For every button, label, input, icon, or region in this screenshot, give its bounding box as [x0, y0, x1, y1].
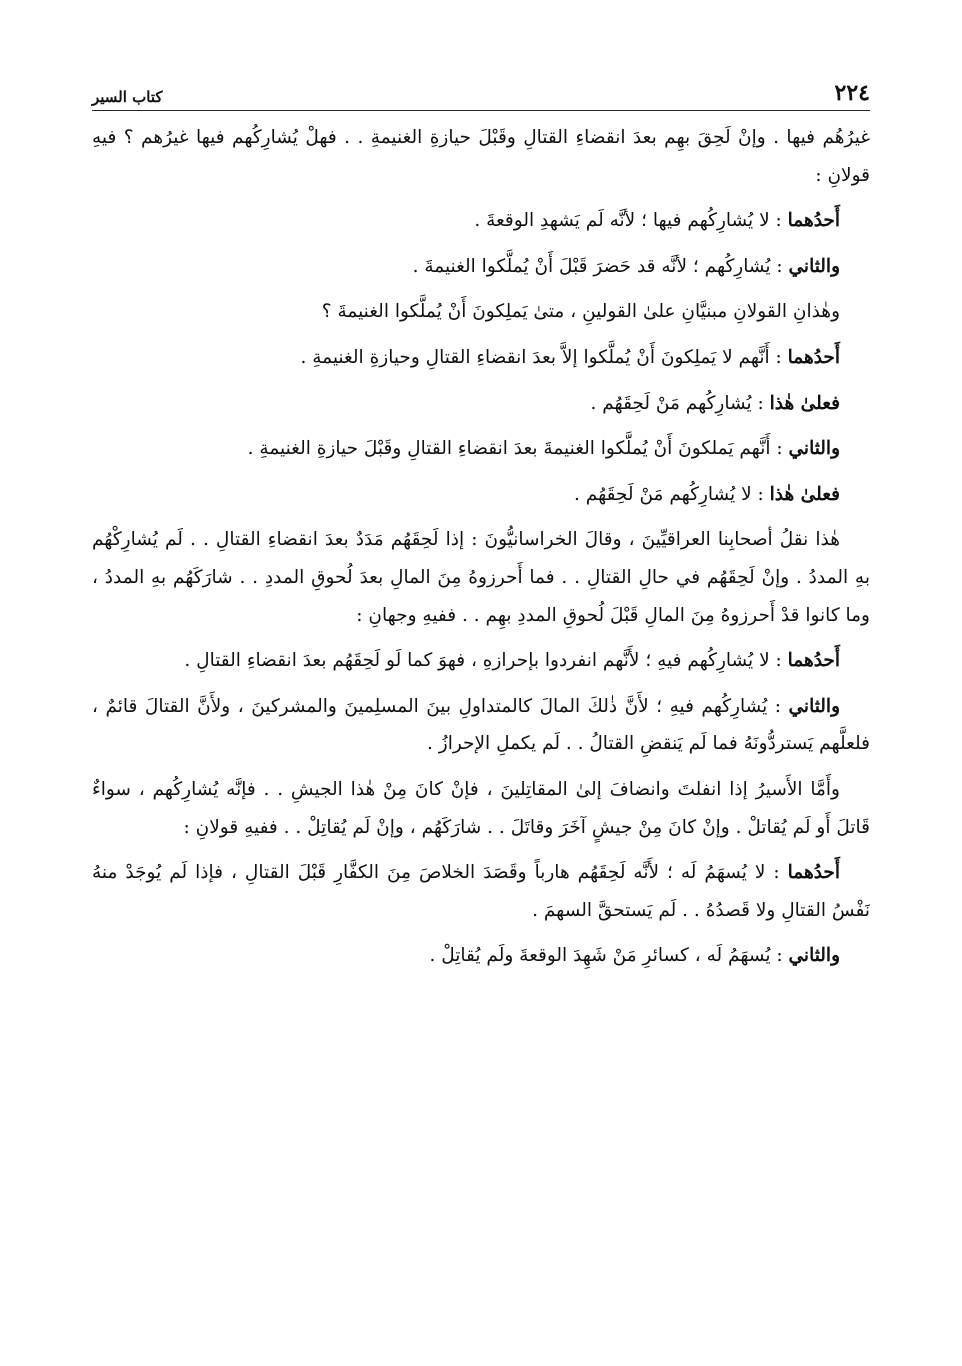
paragraph-lead: فعلىٰ هٰذا [769, 483, 840, 505]
paragraph-lead: أَحدُهما [787, 862, 840, 884]
paragraph-text: : يُشارِكُهم مَنْ لَحِقَهُم . [590, 392, 770, 414]
paragraph-text: : أَنَّهم يَملكونَ أَنْ يُملَّكوا الغنيمةَ بعدَ انقضاءِ القتالِ وقَبْلَ حيازةِ الغنيمةِ . [247, 438, 789, 460]
book-title: كتاب السير [92, 88, 163, 106]
book-page [92, 76, 870, 975]
paragraph-text: : أَنَّهم لا يَملِكونَ أَنْ يُملَّكوا إلاَّ بعدَ انقضاءِ القتالِ وحيازةِ الغنيمةِ . [300, 346, 788, 368]
paragraph [92, 771, 870, 846]
paragraph [92, 339, 870, 377]
paragraph [92, 248, 870, 286]
paragraph [92, 854, 870, 929]
paragraph-text: وهٰذانِ القولانِ مبنيَّانِ علىٰ القولينِ ، متىٰ يَملِكونَ أَنْ يُملَّكوا الغنيمةَ ؟ [321, 301, 840, 323]
paragraph-text: : لا يُشارِكُهم فيها ؛ لأنَّه لَم يَشهدِ الوقعةَ . [474, 210, 788, 232]
paragraph [92, 202, 870, 240]
paragraph [92, 476, 870, 514]
running-head [92, 76, 870, 111]
paragraph [92, 430, 870, 468]
paragraph [92, 688, 870, 763]
paragraph-text: : لا يُسهَمُ لَه ؛ لأَنَّه لَحِقَهُم هارباً وقَصَدَ الخلاصَ مِنَ الكفَّارِ قَبْلَ القتالِ ، فإذا لَم يُوجَدْ منهُ نَفْسُ القتالِ ولا قَصدُهُ . . لَم يَستحقَّ السهمَ . [92, 862, 870, 921]
paragraph [92, 293, 870, 331]
paragraph [92, 521, 870, 634]
paragraph-text: غيرُهُم فيها . وإنْ لَحِقَ بهِم بعدَ انقضاءِ القتالِ وقَبْلَ حيازةِ الغنيمةِ . . فهلْ يُشارِكُهم فيها غيرُهم ؟ فيهِ قولانِ : [92, 127, 870, 186]
paragraph-text: : يُسهَمُ لَه ، كسائرِ مَنْ شَهِدَ الوقعةَ ولَم يُقاتِلْ . [429, 945, 789, 967]
paragraph-lead: أَحدُهما [787, 650, 840, 672]
paragraph-lead: والثاني [788, 438, 840, 460]
paragraph-lead: أَحدُهما [787, 346, 840, 368]
paragraph-lead: والثاني [788, 945, 840, 967]
paragraph-lead: فعلىٰ هٰذا [769, 392, 840, 414]
paragraph-text: : لا يُشارِكُهم فيهِ ؛ لأَنَّهم انفردوا بإحرازهِ ، فهوَ كما لَو لَحِقَهُم بعدَ انقضاءِ القتالِ . [184, 650, 788, 672]
paragraph-text: وأَمَّا الأَسيرُ إذا انفلتَ وانضافَ إلىٰ المقاتِلينَ ، فإنْ كانَ مِنْ هٰذا الجيشِ . . فإنَّه يُشارِكُهم ، سواءٌ قَاتلَ أَو لَم يُقاتلْ . وإنْ كانَ مِنْ جيشٍ آخَرَ وقاتَلَ . . شارَكَهُم ، وإنْ لَم يُقاتِلْ . . ففيهِ قولانِ : [92, 778, 870, 838]
paragraph-text: : لا يُشارِكُهم مَنْ لَحِقَهُم . [574, 483, 770, 505]
paragraph [92, 937, 870, 975]
paragraph [92, 642, 870, 680]
paragraph-lead: والثاني [788, 695, 840, 717]
paragraph [92, 119, 870, 194]
paragraph-lead: أَحدُهما [787, 210, 840, 232]
paragraph-text: : يُشارِكُهم فيهِ ؛ لأَنَّ ذٰلكَ المالَ كالمتداولِ بينَ المسلِمينَ والمشركينَ ، ولأَنَّ القتالَ قائمٌ ، فلعلَّهم يَستردُّونَهُ فما لَم يَنقضِ القتالُ . . لَم يكملِ الإحرازُ . [92, 695, 870, 755]
paragraph [92, 385, 870, 423]
paragraph-text: : يُشارِكُهم ؛ لأنَّه قد حَضرَ قَبْلَ أَنْ يُملَّكوا الغنيمةَ . [412, 255, 789, 277]
paragraph-text: هٰذا نقلُ أصحابِنا العراقيِّينَ ، وقالَ الخراسانيُّونَ : إذا لَحِقَهُم مَدَدٌ بعدَ انقضاءِ القتالِ . . لَم يُشارِكْهُم بهِ المددُ . وإنْ لَحِقَهُم في حالِ القتالِ . . فما أَحرزوهُ مِنَ المالِ بعدَ لُحوقِ المددِ . . شارَكَهُم بهِ المددُ ، وما كانوا قدْ أَحرزوهُ مِنَ المالِ قَبْلَ لُحوقِ المددِ بهِم . . ففيهِ وجهانِ : [92, 529, 870, 626]
page-number: ٢٢٤ [834, 80, 870, 106]
paragraph-lead: والثاني [788, 255, 840, 277]
body-text [92, 119, 870, 975]
